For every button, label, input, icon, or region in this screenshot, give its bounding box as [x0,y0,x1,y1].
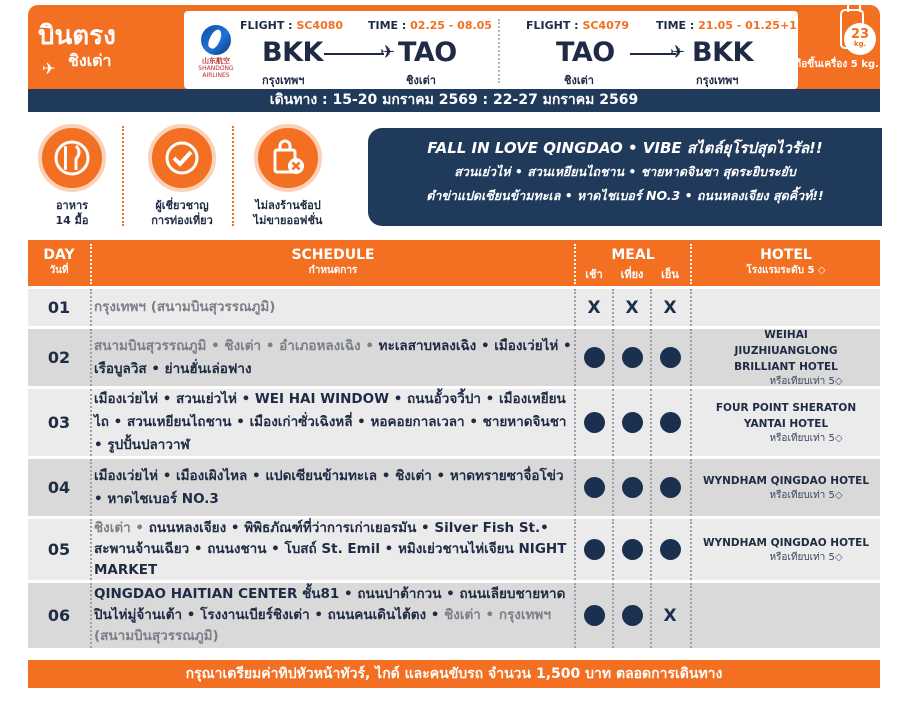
baggage-info [795,9,880,72]
row-hotel [692,389,880,456]
meal-lunch [614,519,650,580]
inbound-flight [516,11,797,89]
row-day: 05 [47,540,71,559]
feature-divider [122,126,124,226]
meal-dinner [652,389,688,456]
header-schedule: SCHEDULE กำหนดการ [291,247,375,276]
row-schedule: กรุงเทพฯ (สนามบินสุวรรณภูมิ) [94,299,276,315]
meal-breakfast [576,519,612,580]
airline-name-cn: 山东航空 [202,57,230,65]
outbound-time: TIME : 02.25 - 08.05 [368,19,492,32]
header-meal: MEAL [611,247,655,263]
outbound-to-code: TAO [398,37,457,68]
meal-breakfast [576,389,612,456]
feature-divider [232,126,234,226]
hotel-name: FOUR POINT SHERATON YANTAI HOTEL [715,401,857,430]
meal-lunch [614,583,650,648]
meal-included-dot [660,347,681,368]
row-day: 06 [47,606,71,625]
meal-dinner: X [663,297,677,318]
diamond-icon: ◇ [817,265,826,276]
row-hotel [692,329,880,386]
row-hotel [692,289,880,326]
diamond-icon: ◇ [834,489,843,501]
meal-breakfast: X [587,297,601,318]
header-meal-lunch: เที่ยง [620,268,644,281]
row-schedule: QINGDAO HAITIAN CENTER ชั้น81 • ถนนปาต้ากวน • ถนนเลียบชายหาดปินไห่มู่จ้านเต้า • โรงงานเบียร์ชิงเต่า • ถนนคนเดินไต้ตง • ชิงเต่า • กรุงเทพฯ (สนามบินสุวรรณภูมิ) [94,586,566,644]
meal-included-dot [622,539,643,560]
meal-included-dot [584,605,605,626]
table-row [28,580,880,648]
header-bar [28,5,880,89]
outbound-from-city: กรุงเทพฯ [262,74,305,87]
flight-info-panel [184,11,798,89]
meal-included-dot [622,347,643,368]
meal-included-dot [660,412,681,433]
table-row [28,516,880,580]
no-shopping-icon [254,124,322,192]
row-hotel [692,459,880,516]
row-day: 03 [47,413,71,432]
row-hotel [692,583,880,648]
feature-meals [30,124,114,228]
meal-lunch [614,389,650,456]
inbound-to-city: กรุงเทพฯ [696,74,739,87]
plane-icon: ✈ [670,42,686,63]
table-header [28,240,880,286]
outbound-flight [240,11,490,89]
meal-included-dot [622,477,643,498]
outbound-from-code: BKK [262,37,323,68]
row-schedule: เมืองเว่ยไห่ • สวนเย่วไห่ • WEI HAI WINDOW • ถนนอั้วจวิ้ปา • เมืองเหยียนไถ • สวนเหยียนไถชาน • เมืองเก่าซั่วเฉิงหลี่ • หอคอยกาลเวลา • ชายหาดจินชา • รูปปั้นปลาวาฬ [94,391,567,453]
row-hotel [692,519,880,580]
meal-dinner [652,519,688,580]
meal-dinner [652,459,688,516]
row-day: 01 [47,298,71,317]
schedule-table [28,240,880,648]
header-hotel: HOTEL โรงแรมระดับ 5 ◇ [746,247,826,276]
hotel-note: หรือเทียบเท่า 5◇ [769,489,843,501]
promo-line-2: ตำข่าแปดเซียนข้ามทะเล • หาดไชเบอร์ NO.3 • ถนนหลงเจียง สุดคิ้วท์!! [426,188,824,203]
brand-name: บินตรง [38,21,116,51]
feature-list [28,118,368,236]
baggage-weight-badge: 23 kg. [844,23,876,55]
promo-banner [368,128,882,226]
airline-logo [190,25,242,79]
row-schedule: เมืองเว่ยไห่ • เมืองเผิงไหล • แปดเซียนข้ามทะเล • ชิงเต่า • หาดทรายซาจื่อโข่ว • หาดไชเบอร์ NO.3 [94,467,564,507]
shandong-airlines-icon [201,25,231,55]
promo-line-1: สวนเย่วไห่ • สวนเหยียนไถชาน • ชายหาดจินซา สุดระยิบระยับ [454,164,796,179]
tip-notice: กรุณาเตรียมค่าทิปหัวหน้าทัวร์, ไกด์ และคนขับรถ จำนวน 1,500 บาท ตลอดการเดินทาง [28,660,880,688]
travel-dates: เดินทาง : 15-20 มกราคม 2569 : 22-27 มกราคม 2569 [28,89,880,112]
meal-included-dot [622,605,643,626]
meal-breakfast [576,583,612,648]
diamond-icon: ◇ [834,432,843,444]
hotel-note: หรือเทียบเท่า 5◇ [769,551,843,563]
meal-included-dot [660,477,681,498]
flight-divider [498,19,500,83]
feature-no-shopping [246,124,330,228]
hotel-name: WEIHAI JIUZHIUANGLONG BRILLIANT HOTEL [734,328,838,373]
header-meal-breakfast: เช้า [585,268,603,281]
hotel-note: หรือเทียบเท่า 5◇ [769,432,843,444]
meal-breakfast [576,329,612,386]
row-schedule: ชิงเต่า • ถนนหลงเจียง • พิพิธภัณฑ์ที่ว่าการเก่าเยอรมัน • Silver Fish St.• สะพานจ้านเฉียว • ถนนงชาน • โบสถ์ St. Emil • หมิงเย่วชานไห่เจียน NIGHT MARKET [94,520,567,578]
meal-included-dot [622,412,643,433]
brand-subtitle: ชิงเต่า [68,51,112,70]
hotel-name: WYNDHAM QINGDAO HOTEL [702,474,870,487]
airline-name-en: SHANDONG AIRLINES [198,65,234,79]
meal-included-dot [584,347,605,368]
meal-dinner [652,329,688,386]
feature-no-shopping-line2: ไม่ขายออฟชั่น [253,214,323,227]
outbound-flight-number: FLIGHT : SC4080 [240,19,344,32]
inbound-flight-number: FLIGHT : SC4079 [526,19,630,32]
diamond-icon: ◇ [834,375,843,387]
table-row [28,326,880,386]
plane-icon: ✈ [380,42,396,63]
inbound-to-code: BKK [692,37,753,68]
food-icon [38,124,106,192]
hotel-name: WYNDHAM QINGDAO HOTEL [702,536,870,549]
meal-lunch: X [625,297,639,318]
feature-guide [140,124,224,228]
table-row [28,386,880,456]
feature-guide-line1: ผู้เชี่ยวชาญ [155,199,209,212]
expert-guide-icon [148,124,216,192]
inbound-from-code: TAO [556,37,615,68]
table-row [28,286,880,326]
header-meal-dinner: เย็น [661,268,679,281]
meal-lunch [614,459,650,516]
feature-meals-line1: อาหาร [55,199,89,212]
feature-meals-line2: 14 มื้อ [55,214,89,227]
feature-guide-line2: การท่องเที่ยว [151,214,213,227]
outbound-route-line [324,53,384,55]
header-day: DAY วันที่ [43,247,75,276]
meal-included-dot [660,539,681,560]
meal-included-dot [584,539,605,560]
meal-included-dot [584,412,605,433]
row-day: 04 [47,478,71,497]
meal-dinner: X [663,605,677,626]
row-schedule: สนามบินสุวรรณภูมิ • ชิงเต่า • อำเภอหลงเฉิง • ทะเลสาบหลงเฉิง • เมืองเว่ยไห่ • เรือบูลวิส • ย่านฮั่นเล่อฟาง [94,337,572,377]
meal-lunch [614,329,650,386]
brand-logo [38,21,156,78]
diamond-icon: ◇ [834,551,843,563]
plane-icon: ✈ [42,59,56,78]
promo-title: FALL IN LOVE QINGDAO • VIBE สไตล์ยุโรปสุดไวรัล!! [427,139,823,157]
meal-included-dot [584,477,605,498]
inbound-time: TIME : 21.05 - 01.25+1 [656,19,797,32]
carry-on-allowance: ถือขึ้นเครื่อง 5 kg. [795,59,879,70]
hotel-note: หรือเทียบเท่า 5◇ [769,375,843,387]
outbound-to-city: ชิงเต่า [406,74,436,87]
feature-no-shopping-line1: ไม่ลงร้านช้อป [255,199,321,212]
table-row [28,456,880,516]
row-day: 02 [47,348,71,367]
inbound-from-city: ชิงเต่า [564,74,594,87]
meal-breakfast [576,459,612,516]
